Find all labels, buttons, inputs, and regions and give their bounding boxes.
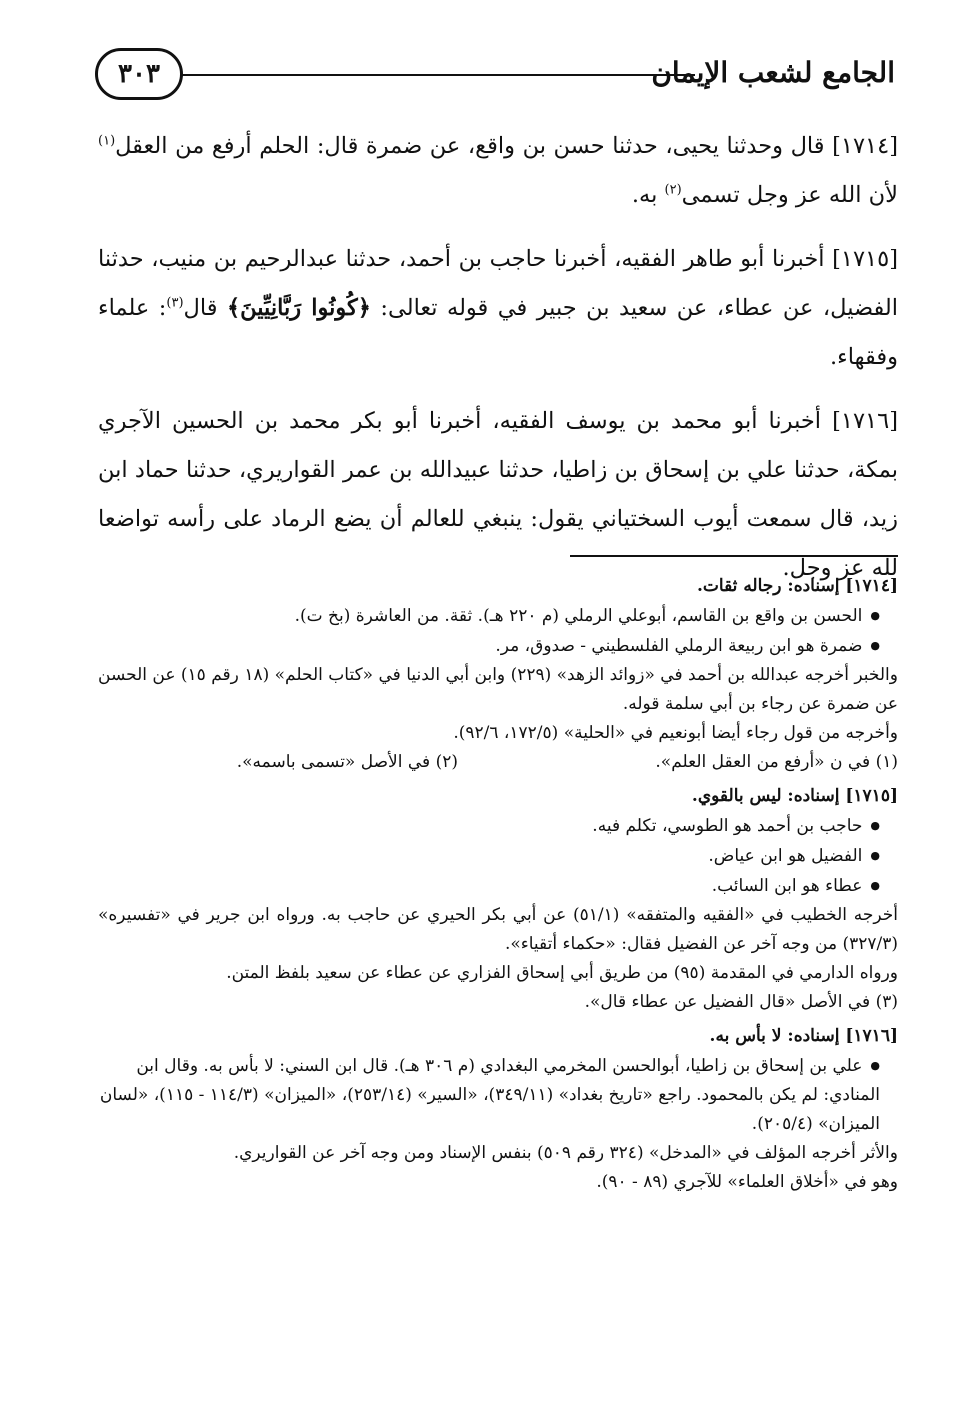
footnotes (98, 572, 898, 1197)
isnad-heading-1714: [١٧١٤] إسناده: رجاله ثقات. (696, 576, 898, 596)
variant-note-2: (٢) في الأصل «تسمى باسمه». (236, 752, 458, 772)
narrator-note: ● حاجب بن أحمد هو الطوسي، تكلم فيه. (98, 811, 880, 841)
takhrij-note: ورواه الدارمي في المقدمة (٩٥) من طريق أبي إسحاق الفزاري عن عطاء عن سعيد بلفظ المتن. (226, 963, 898, 983)
header-rule (180, 74, 695, 76)
isnad-heading-1715: [١٧١٥] إسناده: ليس بالقوي. (691, 786, 898, 806)
isnad-heading-1716: [١٧١٦] إسناده: لا بأس به. (709, 1026, 898, 1046)
quran-quote: ﴿كُونُوا رَبَّانِيِّينَ﴾ (226, 295, 371, 321)
text-segment: به. (631, 182, 665, 208)
hadith-1715 (98, 235, 898, 382)
narrator-note: ● علي بن إسحاق بن زاطيا، أبوالحسن المخرمي البغدادي (م ٣٠٦ هـ). قال ابن السني: لا بأس به. وقال ابن المنادي: لم يكن بالمحمود. راجع «تاريخ بغداد» (٣٤٩/١١)، «السير» (٢٥٣/١٤)، «الميزان» (١١٤/٣ - ١١٥)، «لسان الميزان» (٢٠٥/٤). (98, 1051, 880, 1139)
text-segment: لأن الله عز وجل تسمى (681, 182, 898, 208)
takhrij-note: أخرجه الخطيب في «الفقيه والمتفقه» (٥١/١) عن أبي بكر الحيري عن حاجب به. ورواه ابن جرير في «تفسيره» (٣٢٧/٣) من وجه آخر عن الفضيل فقال: «حكماء أتقياء». (98, 905, 898, 954)
page-header (95, 42, 895, 112)
narrator-note: ● عطاء هو ابن السائب. (98, 871, 880, 901)
text-segment: : علماء وفقهاء. (98, 295, 898, 370)
main-text (98, 122, 898, 608)
footnote-ref: (١) (98, 133, 116, 149)
page-number: ٣٠٣ (95, 48, 183, 100)
variant-note-3: (٣) في الأصل «قال الفضيل عن عطاء قال». (584, 992, 898, 1012)
takhrij-note: وأخرجه من قول رجاء أيضا أبونعيم في «الحلية» (١٧٢/٥، ٩٢/٦). (453, 723, 898, 743)
narrator-note: ● الفضيل هو ابن عياض. (98, 841, 880, 871)
footnote-ref: (٢) (664, 182, 682, 198)
hadith-1716: [١٧١٦] أخبرنا أبو محمد بن يوسف الفقيه، أخبرنا أبو بكر محمد بن الحسين الآجري بمكة، حدثنا علي بن إسحاق بن زاطيا، حدثنا عبيدالله بن عمر القواريري، حدثنا حماد ابن زيد، قال سمعت أيوب السختياني يقول: ينبغي للعالم أن يضع الرماد على رأسه تواضعا لله عز وجل. (98, 408, 898, 581)
variant-note-1: (١) في ن «أرفع من العقل العلم». (655, 752, 898, 772)
takhrij-note: وهو في «أخلاق العلماء» للآجري (٨٩ - ٩٠). (596, 1172, 898, 1192)
text-segment: [١٧١٤] قال وحدثنا يحيى، حدثنا حسن بن واقع، عن ضمرة قال: الحلم أرفع من العقل (115, 133, 898, 159)
text-segment: [١٧١٥] أخبرنا أبو طاهر الفقيه، أخبرنا حاجب بن أحمد، حدثنا عبدالرحيم بن منيب، حدثنا الفضيل، عن عطاء، عن سعيد بن جبير في قوله تعالى: (98, 246, 898, 321)
footnote-divider (570, 555, 898, 557)
footnote-ref: (٣) (166, 295, 184, 311)
takhrij-note: والأثر أخرجه المؤلف في «المدخل» (٣٢٤ رقم ٥٠٩) بنفس الإسناد ومن وجه آخر عن القواريري. (233, 1143, 898, 1163)
running-title: الجامع لشعب الإيمان (651, 56, 895, 89)
takhrij-note: والخبر أخرجه عبدالله بن أحمد في «زوائد الزهد» (٢٢٩) وابن أبي الدنيا في «كتاب الحلم» (١٨ رقم ١٥) عن الحسن عن ضمرة عن رجاء بن أبي سلمة قوله. (98, 665, 898, 714)
narrator-note: ● الحسن بن واقع بن القاسم، أبوعلي الرملي (م ٢٢٠ هـ). ثقة. من العاشرة (بخ ت). (98, 601, 880, 631)
text-segment: قال (183, 295, 227, 321)
narrator-note: ● ضمرة هو ابن ربيعة الرملي الفلسطيني - صدوق، مر. (98, 631, 880, 661)
variant-notes-row (98, 748, 898, 777)
hadith-1714 (98, 122, 898, 220)
